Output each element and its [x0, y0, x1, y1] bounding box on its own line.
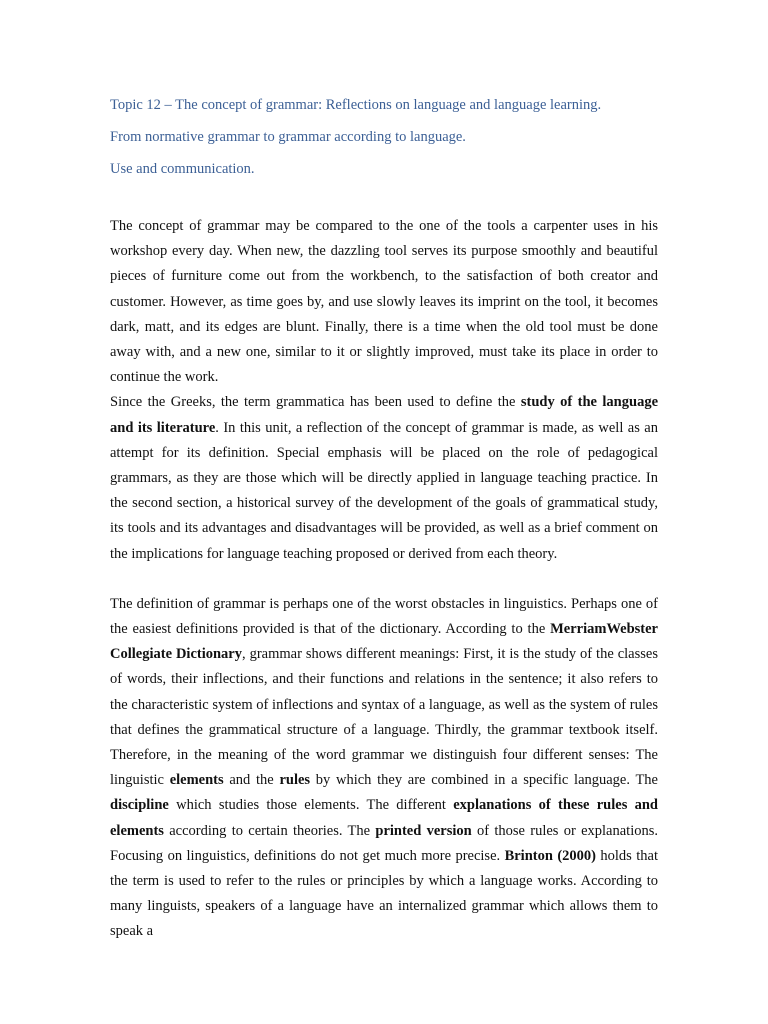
bold-term: MerriamWebster Collegiate Dictionary [110, 621, 658, 663]
bold-term: printed version [375, 822, 472, 839]
text-run: and the [223, 772, 280, 789]
bold-term: Brinton (2000) [504, 847, 596, 864]
text-run: according to certain theories. The [163, 822, 376, 839]
bold-term: study of the language and its literature [110, 394, 658, 436]
bold-term: discipline [110, 797, 169, 814]
paragraph-greeks [110, 390, 658, 566]
text-run: of those rules or explanations. Focusing on linguistics, definitions do not get much more precise. [110, 822, 658, 864]
text-run: Since the Greeks, the term grammatica has been used to define the [110, 394, 521, 411]
bold-term: elements [169, 772, 224, 789]
body-text [110, 214, 658, 945]
paragraph-definition [110, 592, 658, 945]
topic-title: Topic 12 – The concept of grammar: Reflections on language and language learning. [110, 97, 602, 113]
paragraph-carpenter-analogy: The concept of grammar may be compared to the one of the tools a carpenter uses in his workshop every day. When new, the dazzling tool serves its purpose smoothly and beautiful pieces of furniture come out from the workbench, to the satisfaction of both creator and customer. However, as time goes by, and use slowly leaves its imprint on the tool, it becomes dark, matt, and its edges are blunt. Finally, there is a time when the old tool must be done away with, and a new one, similar to it or slightly improved, must take its place in order to continue the work. [110, 218, 658, 386]
bold-term: rules [279, 772, 311, 789]
topic-subtitle-2: Use and communication. [110, 161, 255, 177]
text-run: by which they are combined in a specific language. The [310, 772, 658, 789]
text-run: The definition of grammar is perhaps one of the worst obstacles in linguistics. Perhaps one of the easiest definitions provided is that of the dictionary. According to the [110, 595, 658, 638]
bold-term: explanations of these rules and elements [110, 797, 658, 839]
text-run: , grammar shows different meanings: First, it is the study of the classes of words, their inflections, and their functions and relations in the sentence; it also refers to the characteristic system of inflections and syntax of a language, as well as the system of rules that defines the grammatical structure of a language. Thirdly, the grammar textbook itself. Therefore, in the meaning of the word grammar we distinguish four different senses: The linguistic [110, 646, 658, 789]
topic-subtitle: From normative grammar to grammar according to language. [110, 129, 466, 145]
topic-heading-block [110, 96, 670, 192]
text-run: holds that the term is used to refer to the rules or principles by which a language works. According to many linguists, speakers of a language have an internalized grammar which allows them to speak a [110, 847, 658, 940]
text-run: . In this unit, a reflection of the concept of grammar is made, as well as an attempt for its definition. Special emphasis will be placed on the role of pedagogical grammars, as they are those which will be directly applied in language teaching practice. In the second section, a historical survey of the development of the goals of grammatical study, its tools and its advantages and disadvantages will be provided, as well as a brief comment on the implications for language teaching proposed or derived from each theory. [110, 419, 658, 562]
text-run: which studies those elements. The different [168, 797, 454, 814]
